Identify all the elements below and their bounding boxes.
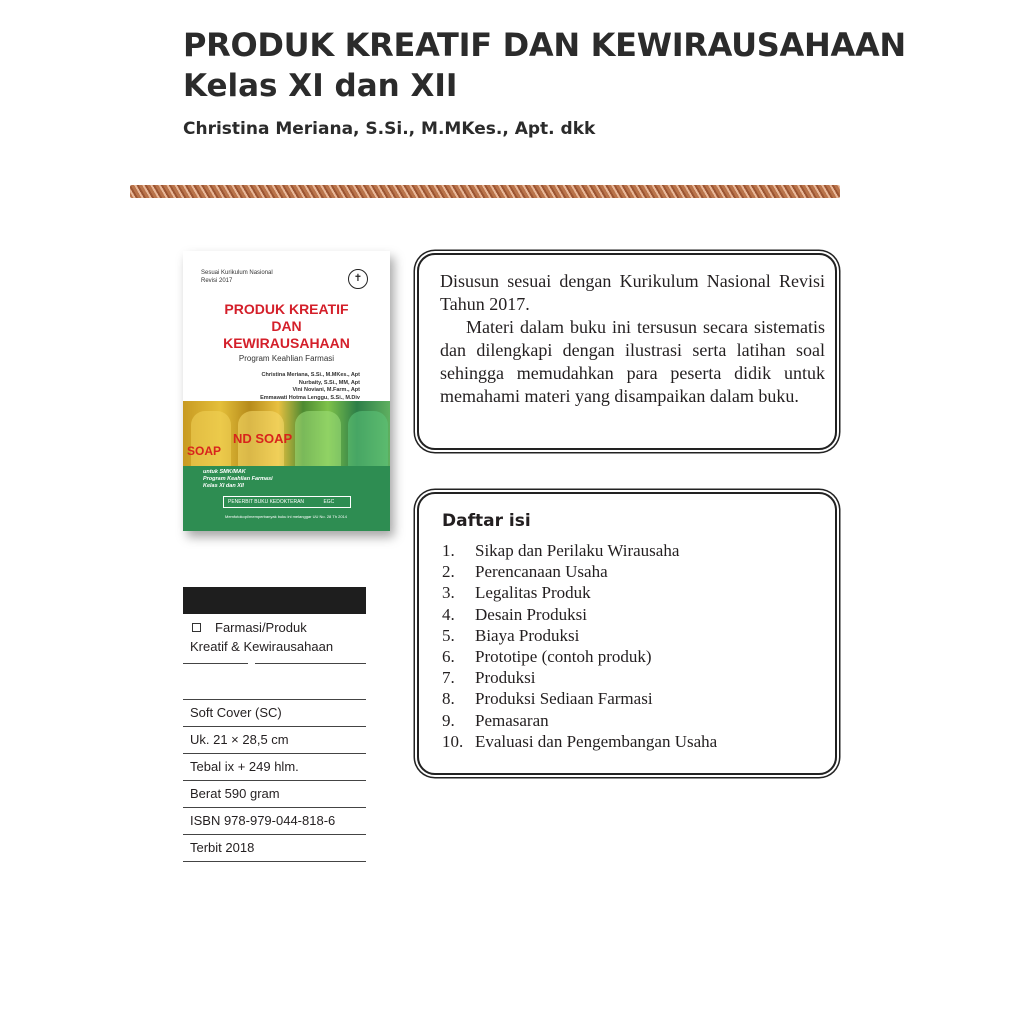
publisher-logo-icon: ✝: [348, 269, 368, 289]
toc-item: 10. Evaluasi dan Pengembangan Usaha: [442, 731, 718, 751]
toc-list: [442, 540, 717, 752]
info-published: Terbit 2018: [183, 840, 366, 862]
cover-audience: untuk SMK/MAK Program Keahlian Farmasi Kelas XI dan XII: [203, 469, 273, 489]
info-pages: Tebal ix + 249 hlm.: [183, 759, 366, 781]
info-row-blank: [183, 682, 366, 700]
cover-photo-label: ND SOAP: [233, 431, 293, 446]
cover-program: Program Keahlian Farmasi: [238, 354, 335, 363]
publisher-mark: EGC: [323, 499, 335, 505]
cover-authors: Christina Meriana, S.Si., M.MKes., Apt Nurbaity, S.Si., MM, Apt Vini Noviani, M.Farm., Apt Emmawati Hotma Lenggu, S.Si., M.Div: [260, 372, 360, 401]
decorative-rope-divider: [130, 185, 840, 198]
cover-copyright: Memfotokopi/memperbanyak buku ini melanggar UU No. 28 Th 2014: [225, 514, 347, 519]
toc-item: 8. Produksi Sediaan Farmasi: [442, 689, 653, 709]
toc-item: 2. Perencanaan Usaha: [442, 562, 608, 582]
book-cover-image: [183, 251, 390, 531]
cover-curriculum: Sesuai Kurikulum Nasional Revisi 2017: [201, 270, 273, 284]
info-weight: Berat 590 gram: [183, 786, 366, 808]
description-box: [417, 253, 837, 450]
cover-title-line2: DAN: [271, 318, 302, 334]
info-cover-type: Soft Cover (SC): [183, 705, 366, 727]
book-subtitle: Kelas XI dan XII: [183, 68, 458, 104]
toc-title: Daftar isi: [442, 511, 531, 531]
toc-item: 4. Desain Produksi: [442, 604, 587, 624]
toc-item: 7. Produksi: [442, 668, 536, 688]
description-para1: Disusun sesuai dengan Kurikulum Nasional Revisi Tahun 2017.: [440, 271, 825, 314]
divider: [183, 663, 248, 664]
category-line: Farmasi/Produk: [190, 620, 307, 635]
description-para2: Materi dalam buku ini tersusun secara sistematis dan dilengkapi dengan ilustrasi serta latihan soal sehingga memudahkan para peserta didik untuk memahami materi yang disampaikan dalam buku.: [440, 317, 825, 406]
book-title: PRODUK KREATIF DAN KEWIRAUSAHAAN: [183, 26, 906, 64]
toc-item: 9. Pemasaran: [442, 710, 549, 730]
table-of-contents-box: [417, 492, 837, 775]
description-text: [440, 270, 825, 408]
category-line: Kreatif & Kewirausahaan: [190, 639, 334, 654]
toc-item: 5. Biaya Produksi: [442, 625, 580, 645]
divider: [255, 663, 366, 664]
info-size: Uk. 21 × 28,5 cm: [183, 732, 366, 754]
info-header-bar: [183, 587, 366, 614]
info-isbn: ISBN 978-979-044-818-6: [183, 813, 366, 835]
cover-title-line3: KEWIRAUSAHAAN: [223, 335, 350, 351]
checkbox-icon: [192, 623, 201, 632]
book-author: Christina Meriana, S.Si., M.MKes., Apt. dkk: [183, 119, 596, 139]
toc-item: 3. Legalitas Produk: [442, 583, 591, 603]
cover-title-line1: PRODUK KREATIF: [224, 301, 349, 317]
toc-item: 6. Prototipe (contoh produk): [442, 647, 652, 667]
cover-publisher: PENERBIT BUKU KEDOKTERAN EGC: [223, 496, 351, 508]
toc-item: 1. Sikap dan Perilaku Wirausaha: [442, 541, 680, 560]
cover-photo-label: SOAP: [187, 444, 222, 458]
